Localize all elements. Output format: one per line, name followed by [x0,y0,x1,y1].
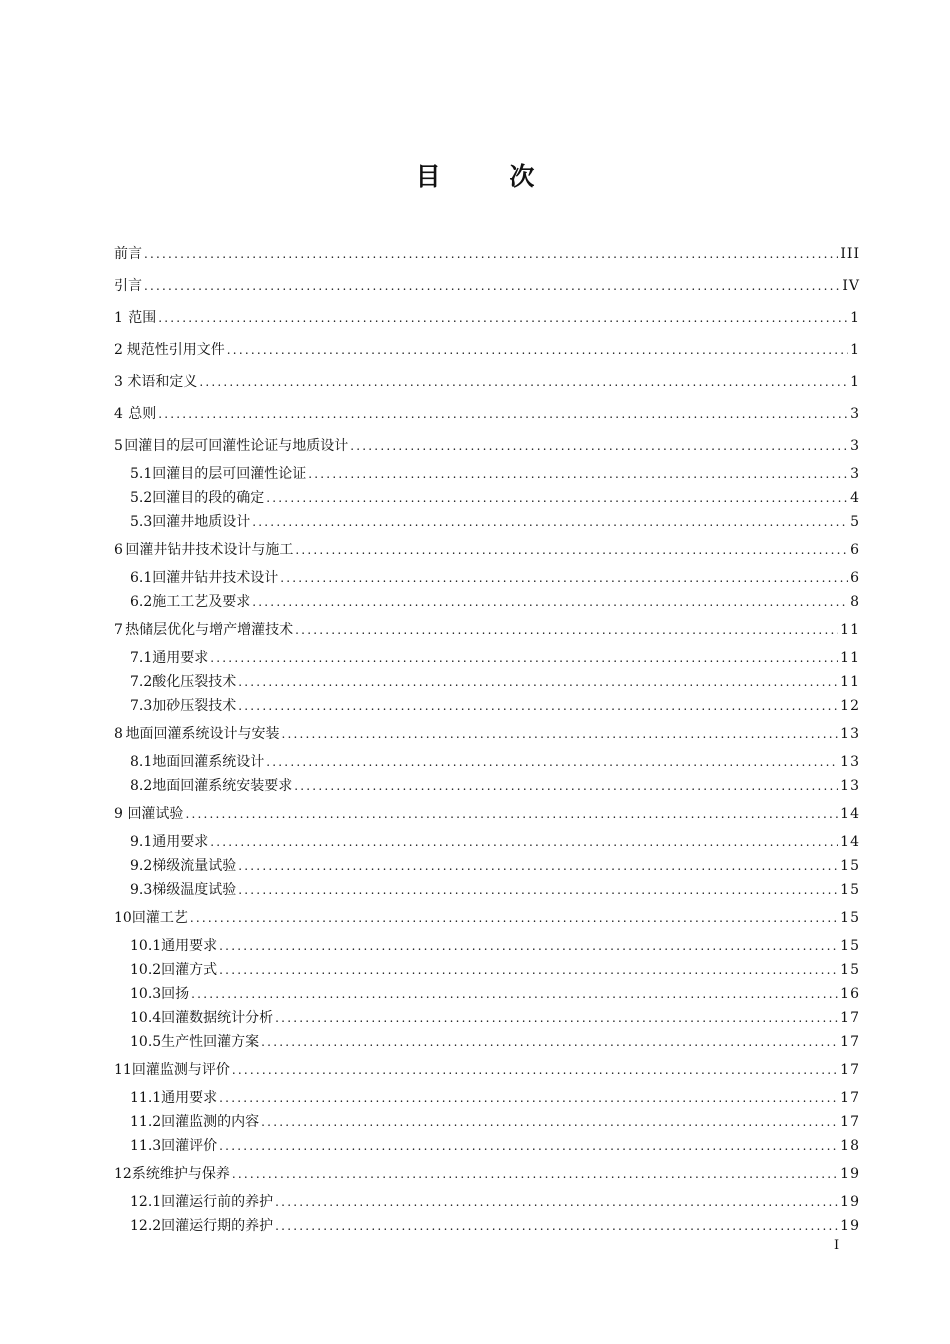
toc-entry-number: 12.1 [130,1194,162,1210]
toc-entry-label: 回灌评价 [161,1138,218,1154]
toc-entry-number: 7.3 [130,698,153,714]
toc-entry[interactable] [114,308,860,328]
toc-dot-leader [144,244,838,264]
toc-dot-leader [185,804,838,824]
toc-entry-number: 6 [114,542,123,558]
toc-entry-page: 3 [850,438,860,454]
toc-entry[interactable] [114,592,860,612]
toc-entry-label: 生产性回灌方案 [161,1034,260,1050]
toc-dot-leader [190,908,838,928]
toc-dot-leader [219,1136,838,1156]
toc-entry-number: 7.2 [130,674,153,690]
toc-entry[interactable] [114,776,860,796]
toc-entry-label: 地面回灌系统安装要求 [152,778,293,794]
toc-entry-label: 总则 [128,406,157,422]
toc-entry-page: 1 [850,342,860,358]
toc-entry[interactable] [114,804,860,824]
toc-entry-label: 术语和定义 [127,374,198,390]
toc-entry-page: 12 [840,698,860,714]
toc-entry-page: 14 [840,806,860,822]
toc-entry[interactable] [114,1008,860,1028]
toc-dot-leader [295,620,838,640]
toc-entry-page: 15 [840,938,860,954]
toc-entry-page: 3 [850,466,860,482]
toc-entry-number: 9 [114,806,123,822]
toc-entry-label: 加砂压裂技术 [152,698,237,714]
toc-entry-label: 回灌井钻井技术设计 [152,570,279,586]
toc-dot-leader [158,404,848,424]
toc-entry-page: 1 [850,374,860,390]
toc-dot-leader [219,1088,838,1108]
toc-entry-label: 酸化压裂技术 [152,674,237,690]
toc-entry[interactable] [114,540,860,560]
toc-entry[interactable] [114,960,860,980]
toc-entry-label: 范围 [128,310,157,326]
toc-entry-page: 4 [850,490,860,506]
toc-entry-number: 9.3 [130,882,153,898]
toc-entry[interactable] [114,512,860,532]
toc-dot-leader [261,1112,838,1132]
toc-dot-leader [191,984,838,1004]
toc-entry-number: 11.2 [130,1114,162,1130]
toc-entry-label: 引言 [114,278,142,294]
toc-entry-label: 回扬 [161,986,190,1002]
toc-entry-page: 19 [840,1218,860,1234]
toc-entry-page: 5 [850,514,860,530]
toc-entry-page: 3 [850,406,860,422]
toc-entry-page: 6 [850,542,860,558]
toc-entry-label: 回灌试验 [127,806,184,822]
toc-entry-page: 18 [840,1138,860,1154]
toc-dot-leader [261,1032,838,1052]
toc-entry-label: 通用要求 [161,1090,218,1106]
toc-entry-label: 回灌运行期的养护 [161,1218,274,1234]
toc-entry-page: 19 [840,1166,860,1182]
toc-entry-number: 11 [114,1062,132,1078]
toc-entry-label: 回灌工艺 [131,910,188,926]
toc-entry-number: 11.3 [130,1138,162,1154]
toc-dot-leader [238,672,838,692]
toc-entry-label: 回灌目的层可回灌性论证与地质设计 [124,438,349,454]
toc-entry-label: 通用要求 [152,650,209,666]
toc-entry-label: 通用要求 [152,834,209,850]
toc-entry-label: 回灌监测的内容 [161,1114,260,1130]
toc-entry-label: 回灌目的层可回灌性论证 [152,466,307,482]
toc-entry[interactable] [114,648,860,668]
toc-dot-leader [238,856,838,876]
toc-entry-page: 15 [840,858,860,874]
toc-entry[interactable] [114,696,860,716]
toc-dot-leader [219,960,838,980]
toc-entry-label: 施工工艺及要求 [152,594,251,610]
toc-dot-leader [238,880,838,900]
toc-entry-label: 回灌监测与评价 [131,1062,230,1078]
toc-entry-number: 6.1 [130,570,153,586]
toc-entry-page: III [840,246,860,262]
toc-dot-leader [232,1060,838,1080]
toc-dot-leader [294,776,838,796]
toc-entry[interactable] [114,276,860,296]
toc-entry[interactable] [114,1216,860,1236]
toc-entry-page: 1 [850,310,860,326]
toc-entry[interactable] [114,1112,860,1132]
toc-entry[interactable] [114,752,860,772]
toc-entry-page: 13 [840,778,860,794]
toc-entry-page: 11 [840,622,860,638]
toc-dot-leader [210,648,838,668]
toc-entry-page: 13 [840,754,860,770]
toc-entry-label: 回灌数据统计分析 [161,1010,274,1026]
toc-entry-label: 规范性引用文件 [126,342,225,358]
toc-entry-page: 16 [840,986,860,1002]
toc-dot-leader [144,276,840,296]
toc-entry-number: 4 [114,406,123,422]
toc-entry[interactable] [114,936,860,956]
toc-entry-label: 回灌井钻井技术设计与施工 [125,542,294,558]
toc-dot-leader [275,1008,838,1028]
toc-dot-leader [158,308,848,328]
toc-entry-label: 热储层优化与增产增灌技术 [125,622,294,638]
toc-entry-page: 8 [850,594,860,610]
toc-entry-page: 17 [840,1062,860,1078]
toc-entry-number: 10.3 [130,986,162,1002]
toc-entry-number: 5 [114,438,123,454]
toc-entry[interactable] [114,244,860,264]
toc-entry[interactable] [114,672,860,692]
toc-dot-leader [350,436,848,456]
toc-dot-leader [295,540,848,560]
toc-entry-label: 梯级流量试验 [152,858,237,874]
toc-entry-number: 9.1 [130,834,153,850]
toc-entry-page: 19 [840,1194,860,1210]
toc-entry-page: 15 [840,962,860,978]
toc-entry-number: 8.2 [130,778,153,794]
toc-entry[interactable] [114,1060,860,1080]
toc-entry-page: 11 [840,650,860,666]
toc-entry-number: 1 [114,310,123,326]
toc-entry-number: 10.4 [130,1010,162,1026]
toc-entry[interactable] [114,880,860,900]
toc-entry[interactable] [114,832,860,852]
toc-entry-number: 9.2 [130,858,153,874]
toc-dot-leader [210,832,838,852]
toc-entry-number: 5.1 [130,466,153,482]
toc-entry[interactable] [114,372,860,392]
toc-dot-leader [199,372,848,392]
toc-dot-leader [232,1164,838,1184]
toc-entry-number: 7.1 [130,650,153,666]
toc-entry-number: 3 [114,374,123,390]
toc-entry-label: 通用要求 [161,938,218,954]
toc-entry[interactable] [114,908,860,928]
toc-dot-leader [275,1216,838,1236]
toc-dot-leader [266,488,848,508]
toc-entry-label: 系统维护与保养 [131,1166,230,1182]
toc-entry[interactable] [114,568,860,588]
toc-entry-number: 10.5 [130,1034,162,1050]
toc-entry[interactable] [114,856,860,876]
toc-entry-label: 回灌运行前的养护 [161,1194,274,1210]
toc-entry-label: 地面回灌系统设计与安装 [125,726,280,742]
toc-dot-leader [238,696,838,716]
toc-entry-number: 6.2 [130,594,153,610]
toc-dot-leader [266,752,838,772]
toc-entry-number: 10 [114,910,132,926]
toc-entry[interactable] [114,1164,860,1184]
toc-entry-number: 8.1 [130,754,153,770]
toc-entry-number: 10.1 [130,938,162,954]
toc-entry-page: 11 [840,674,860,690]
toc-entry[interactable] [114,488,860,508]
toc-dot-leader [227,340,848,360]
toc-entry-number: 2 [114,342,123,358]
toc-entry-label: 回灌目的段的确定 [152,490,265,506]
toc-entry[interactable] [114,1192,860,1212]
toc-entry-label: 地面回灌系统设计 [152,754,265,770]
toc-entry[interactable] [114,1088,860,1108]
toc-entry[interactable] [114,340,860,360]
toc-dot-leader [219,936,838,956]
toc-entry-label: 回灌方式 [161,962,218,978]
toc-dot-leader [275,1192,838,1212]
toc-entry-page: 15 [840,910,860,926]
toc-entry[interactable] [114,620,860,640]
toc-entry[interactable] [114,404,860,424]
toc-entry-number: 12 [114,1166,132,1182]
toc-entry-page: 17 [840,1034,860,1050]
page-title: 目 次 [415,162,565,191]
toc-entry[interactable] [114,1136,860,1156]
toc-entry-page: 6 [850,570,860,586]
toc-entry-page: IV [842,278,860,294]
toc-entry-number: 11.1 [130,1090,162,1106]
toc-entry-number: 5.2 [130,490,153,506]
toc-entry-page: 13 [840,726,860,742]
toc-entry[interactable] [114,724,860,744]
toc-entry-number: 8 [114,726,123,742]
toc-entry[interactable] [114,1032,860,1052]
toc-entry-number: 12.2 [130,1218,162,1234]
toc-dot-leader [252,512,848,532]
toc-entry-page: 15 [840,882,860,898]
toc-entry-page: 14 [840,834,860,850]
toc-entry[interactable] [114,464,860,484]
toc-entry-label: 回灌井地质设计 [152,514,251,530]
toc-entry-page: 17 [840,1010,860,1026]
toc-entry-number: 7 [114,622,123,638]
toc-dot-leader [252,592,848,612]
toc-entry-label: 前言 [114,246,142,262]
footer-page-number: I [834,1238,840,1253]
toc-entry[interactable] [114,984,860,1004]
toc-entry-label: 梯级温度试验 [152,882,237,898]
toc-entry-page: 17 [840,1114,860,1130]
toc-entry[interactable] [114,436,860,456]
toc-dot-leader [308,464,848,484]
toc-entry-page: 17 [840,1090,860,1106]
toc-dot-leader [280,568,848,588]
toc-entry-number: 10.2 [130,962,162,978]
toc-entry-number: 5.3 [130,514,153,530]
toc-dot-leader [281,724,838,744]
